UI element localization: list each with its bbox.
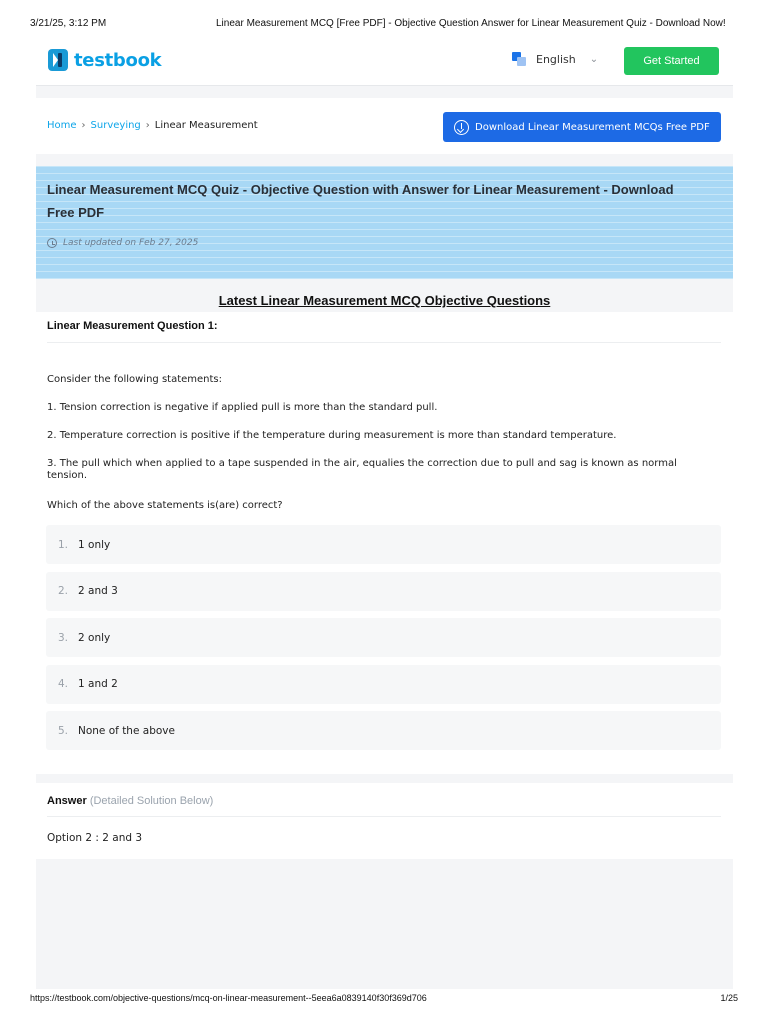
print-datetime: 3/21/25, 3:12 PM: [30, 18, 107, 29]
option-item[interactable]: [46, 525, 721, 564]
question-prompt: Which of the above statements is(are) correct?: [47, 500, 283, 511]
download-pdf-button[interactable]: [443, 112, 721, 142]
detailed-solution-link[interactable]: (Detailed Solution Below): [89, 795, 214, 807]
get-started-button[interactable]: Get Started: [624, 47, 719, 75]
option-text: 2 only: [78, 631, 111, 644]
question-statement: 1. Tension correction is negative if applied pull is more than the standard pull.: [47, 402, 438, 413]
answer-label: Answer: [47, 795, 87, 807]
answer-value: Option 2 : 2 and 3: [47, 832, 143, 844]
page-title: Linear Measurement MCQ Quiz - Objective Question with Answer for Linear Measurement - Download Free PDF: [47, 182, 674, 220]
divider: [47, 342, 721, 343]
option-text: 2 and 3: [78, 585, 118, 597]
breadcrumb-separator-icon: ›: [81, 120, 86, 131]
page: [36, 36, 733, 989]
section-heading: Latest Linear Measurement MCQ Objective Questions: [218, 293, 551, 308]
brand-name: testbook: [74, 49, 162, 71]
breadcrumb-home[interactable]: Home: [47, 120, 77, 131]
breadcrumb-separator-icon: ›: [145, 120, 150, 131]
question-card: [36, 312, 733, 774]
download-pdf-label: Download Linear Measurement MCQs Free PDF: [475, 121, 710, 133]
breadcrumb-bar: [36, 98, 733, 154]
option-number: 2.: [58, 585, 69, 597]
option-item[interactable]: [46, 711, 721, 750]
clock-icon: [47, 238, 57, 248]
answer-card: [36, 783, 733, 859]
option-text: 1 only: [78, 538, 111, 551]
divider: [47, 816, 721, 817]
print-footer: [30, 993, 738, 1007]
print-url: https://testbook.com/objective-questions/mcq-on-linear-measurement--5eea6a0839140f30f369d706: [30, 993, 427, 1003]
language-label: English: [536, 52, 576, 66]
option-text: None of the above: [78, 724, 175, 737]
print-doc-title: Linear Measurement MCQ [Free PDF] - Objective Question Answer for Linear Measurement Quiz - Download Now!: [216, 18, 726, 29]
breadcrumb: [47, 120, 258, 131]
option-text: 1 and 2: [78, 678, 118, 690]
option-number: 3.: [58, 631, 69, 644]
question-label: Linear Measurement Question 1:: [47, 320, 218, 332]
question-intro: Consider the following statements:: [47, 374, 223, 385]
question-statement: 3. The pull which when applied to a tape suspended in the air, equalies the correction due to pull and sag is known as normal tension.: [47, 458, 677, 481]
language-selector[interactable]: [512, 52, 598, 66]
translate-icon: [512, 52, 526, 66]
testbook-logo[interactable]: [48, 49, 161, 71]
breadcrumb-surveying[interactable]: Surveying: [90, 120, 141, 131]
last-updated-text: Last updated on Feb 27, 2025: [63, 238, 199, 248]
option-number: 4.: [58, 678, 69, 690]
breadcrumb-current: Linear Measurement: [154, 120, 258, 131]
last-updated: [47, 238, 198, 248]
option-item[interactable]: [46, 618, 721, 657]
option-number: 1.: [58, 538, 69, 551]
chevron-down-icon: ⌄: [589, 53, 599, 65]
option-item[interactable]: [46, 665, 721, 704]
option-list: [46, 525, 721, 758]
testbook-logo-icon: [48, 49, 68, 71]
question-statement: 2. Temperature correction is positive if the temperature during measurement is more than standard temperature.: [47, 430, 617, 441]
answer-heading: [47, 795, 213, 807]
top-navbar: [36, 36, 733, 86]
hero-banner: [36, 166, 733, 279]
print-header: [30, 18, 732, 32]
option-number: 5.: [58, 724, 69, 737]
print-page-number: 1/25: [720, 993, 738, 1003]
download-icon: [454, 120, 469, 135]
option-item[interactable]: [46, 572, 721, 611]
